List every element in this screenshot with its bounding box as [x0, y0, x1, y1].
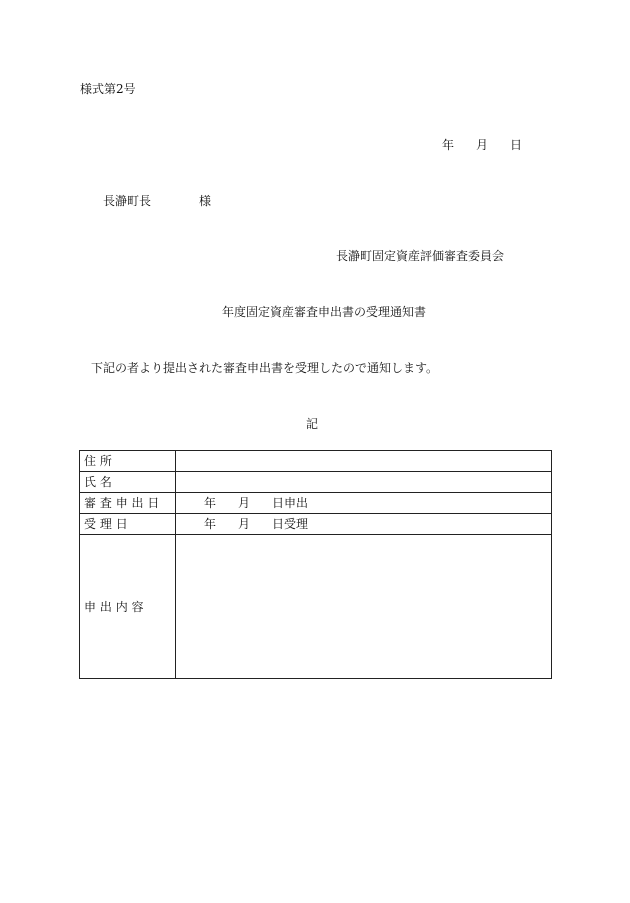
body-text: 下記の者より提出された審査申出書を受理したので通知します。 — [91, 361, 439, 375]
label-char: 所 — [99, 454, 112, 468]
table-row-address — [80, 451, 552, 472]
label-char: 日 — [115, 517, 128, 531]
address-label-chars — [84, 454, 170, 468]
addressee — [103, 194, 211, 208]
receipt-day: 日受理 — [272, 517, 309, 531]
table-row-filing-date — [80, 493, 552, 514]
receipt-year: 年 — [204, 517, 217, 531]
label-char: 名 — [99, 475, 112, 489]
label-char: 住 — [84, 454, 97, 468]
filing-day: 日申出 — [272, 496, 309, 510]
label-char: 受 — [84, 517, 97, 531]
name-label — [80, 472, 176, 493]
filing-year: 年 — [204, 496, 217, 510]
date-year: 年 — [442, 138, 455, 152]
label-char: 出 — [99, 599, 112, 614]
form-number: 様式第2号 — [80, 82, 136, 96]
filing-date-label-chars — [84, 496, 170, 510]
content-value[interactable] — [176, 535, 552, 679]
ki-label — [0, 417, 630, 431]
address-value[interactable] — [176, 451, 552, 472]
date-month: 月 — [476, 138, 489, 152]
table-row-name — [80, 472, 552, 493]
label-char: 出 — [131, 496, 144, 510]
label-char: 査 — [99, 496, 112, 510]
label-char: 申 — [84, 599, 97, 614]
filing-date-value[interactable] — [176, 493, 552, 514]
name-value[interactable] — [176, 472, 552, 493]
label-char: 氏 — [84, 475, 97, 489]
label-char: 内 — [115, 599, 128, 614]
label-char: 申 — [115, 496, 128, 510]
label-char: 日 — [147, 496, 160, 510]
ki-label-text: 記 — [305, 417, 318, 431]
label-char: 審 — [84, 496, 97, 510]
content-label — [80, 535, 176, 679]
receipt-month: 月 — [238, 517, 251, 531]
content-label-chars — [84, 600, 158, 614]
table-row-content — [80, 535, 552, 679]
address-label — [80, 451, 176, 472]
receipt-date-label-chars — [84, 517, 170, 531]
table-row-receipt-date — [80, 514, 552, 535]
detail-table — [79, 450, 552, 679]
addressee-honorific: 様 — [199, 194, 212, 208]
document-title — [0, 305, 630, 319]
label-char: 理 — [99, 517, 112, 531]
date-day: 日 — [510, 138, 523, 152]
filing-month: 月 — [238, 496, 251, 510]
receipt-date-value[interactable] — [176, 514, 552, 535]
issuer: 長瀞町固定資産評価審査委員会 — [336, 249, 505, 263]
date-line — [442, 138, 522, 152]
name-label-chars — [84, 475, 170, 489]
filing-date-label — [80, 493, 176, 514]
addressee-name: 長瀞町長 — [103, 194, 152, 208]
document-title-text: 年度固定資産審査申出書の受理通知書 — [221, 305, 426, 319]
label-char: 容 — [131, 599, 144, 614]
receipt-date-label — [80, 514, 176, 535]
